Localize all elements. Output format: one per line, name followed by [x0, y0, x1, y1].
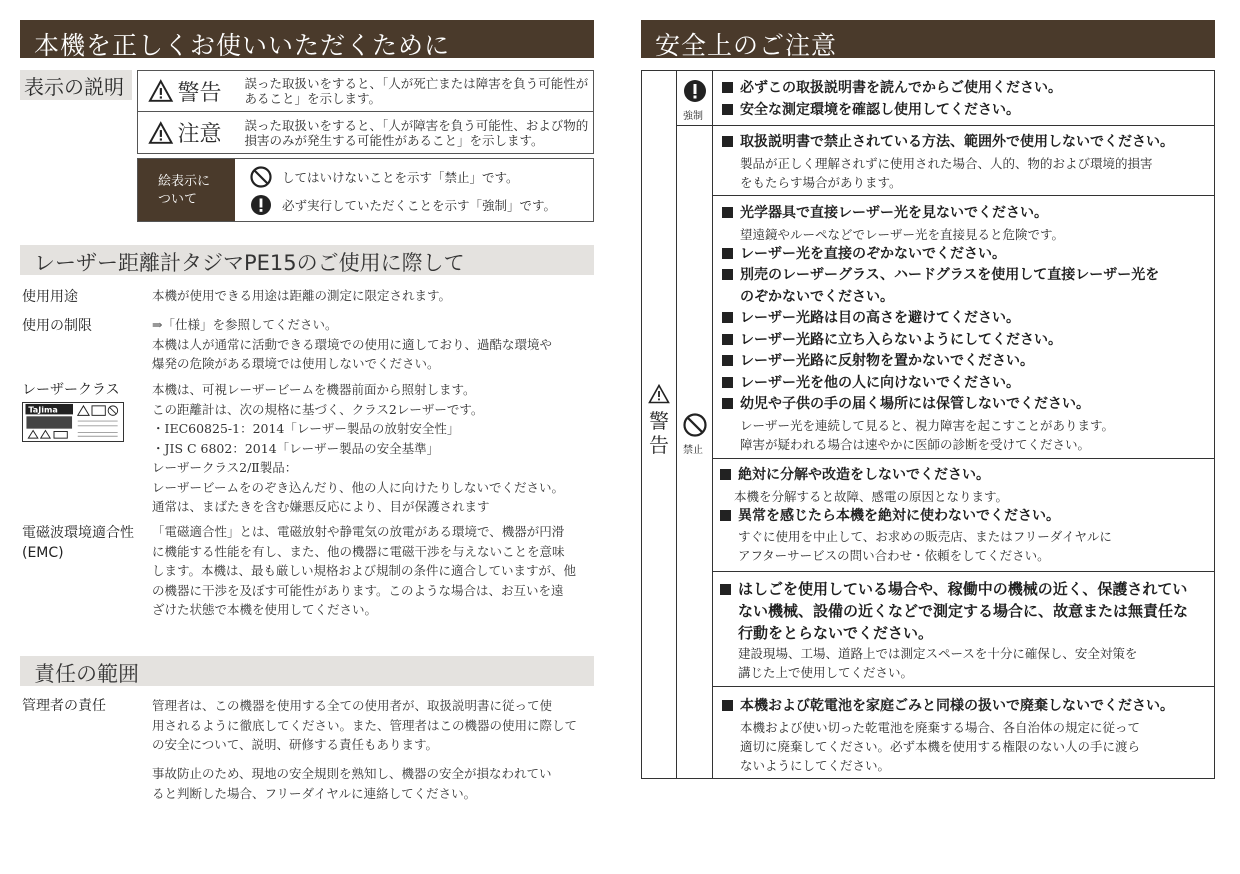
laser-class-label-image	[22, 402, 124, 442]
safety-row-disposal: 本機および乾電池を家庭ごみと同様の扱いで廃棄しないでください。 本機および使い切った乾電池を廃棄する場合、各自治体の規定に従って 適切に廃棄してください。必ず本機を使用する権限のない人の手に渡ら ないようにしてください。	[722, 696, 1212, 775]
left-page-title: 本機を正しくお使いいただくために	[20, 20, 594, 58]
usage-purpose-label: 使用用途	[22, 289, 78, 305]
usage-purpose-body: 本機が使用できる用途は距離の測定に限定されます。	[152, 288, 452, 303]
admin-responsibility-label: 管理者の責任	[22, 698, 106, 714]
usage-limits-body: ⇒「仕様」を参照してください。 本機は人が通常に活動できる環境での使用に適しており、過酷な環境や 爆発の危険がある環境では使用しないでください。	[152, 317, 553, 371]
warning-triangle-icon	[148, 79, 174, 103]
caution-triangle-icon	[148, 121, 174, 145]
legend-warning	[137, 70, 594, 112]
laser-class-label: レーザークラス	[22, 382, 120, 398]
admin-responsibility-para1: 管理者は、この機器を使用する全ての使用者が、取扱説明書に従って使 用されるように徹底してください。また、管理者はこの機器の使用に際して の安全について、説明、研修する責任もあります。	[152, 698, 578, 752]
legend-desc-caution: 誤った取扱いをすると、「人が障害を負う可能性、および物的損害のみが発生する可能性があること」を示します。	[244, 117, 589, 148]
admin-responsibility-para2: 事故防止のため、現地の安全規則を熟知し、機器の安全が損なわれてい ると判断した場合、フリーダイヤルに連絡してください。	[152, 766, 552, 801]
mandatory-icon	[683, 79, 707, 103]
mandatory-caption: 強制	[683, 111, 703, 122]
prohibit-caption: 禁止	[683, 445, 703, 456]
legend-desc-warning: 誤った取扱いをすると、「人が死亡または障害を負う可能性があること」を示します。	[244, 76, 589, 106]
safety-row-mandatory: 必ずこの取扱説明書を読んでからご使用ください。 安全な測定環境を確認し使用してください。	[722, 78, 1212, 121]
right-page-title: 安全上のご注意	[641, 20, 1215, 58]
legend-word-caution: 注意	[177, 122, 222, 147]
safety-row-laser: 光学器具で直接レーザー光を見ないでください。 望遠鏡やルーペなどでレーザー光を直接見ると危険です。 レーザー光を直接のぞかないでください。 別売のレーザーグラス、ハードグラスを使用して直接レーザー光を のぞかないでください。 レーザー光路は目の高さを避けてください。 レーザー光路に立ち入らないようにしてください。 レーザー光路に反射物を置かないでください。 レーザー光を他の人に向けないでください。 幼児や子供の手の届く場所には保管しないでください。 レーザー光を連続して見ると、視力障害を起こすことがあります。 障害が疑われる場合は速やかに医師の診断を受けてください。	[722, 203, 1212, 454]
pictogram-label: 絵表示に ついて	[138, 159, 235, 221]
prohibition-icon	[683, 413, 707, 437]
emc-body: 「電磁適合性」とは、電磁放射や静電気の放電がある環境で、機器が円滑 に機能する性能を有し、また、他の機器に電磁干渉を与えないことを意味 します。本機は、最も厳しい規格および規制の条件に適合していますが、他 の機器に干渉を及ぼす可能性があります。このような場合は、お互いを遠 ざけた状態で本機を使用してください。	[152, 524, 577, 617]
side-warning-triangle-icon	[648, 384, 670, 404]
legend-title: 表示の説明	[20, 70, 132, 100]
safety-warning-table	[641, 70, 1215, 779]
safety-row-disassembly: 絶対に分解や改造をしないでください。 本機を分解すると故障、感電の原因となります。 異常を感じたら本機を絶対に使わないでください。 すぐに使用を中止して、お求めの販売店、またはフリーダイヤルに アフターサービスの問い合わせ・依頼をしてください。	[720, 465, 1210, 565]
responsibility-heading: 責任の範囲	[20, 656, 594, 686]
emc-label: 電磁波環境適合性 (EMC)	[22, 525, 134, 561]
side-warning-word: 警告	[649, 409, 669, 457]
legend-word-warning: 警告	[177, 80, 222, 106]
svg-text:TaJima: TaJima	[28, 405, 58, 415]
mandatory-icon	[250, 194, 272, 216]
safety-row-reckless-behavior: はしごを使用している場合や、稼働中の機械の近く、保護されてい ない機械、設備の近くなどで測定する場合に、故意または無責任な 行動をとらないでください。 建設現場、工場、道路上では測定スペースを十分に確保し、安全対策を 講じた上で使用してください。	[720, 578, 1210, 682]
pictogram-row-mandatory: 必ず実行していただくことを示す「強制」です。	[250, 194, 556, 216]
laser-class-body: 本機は、可視レーザービームを機器前面から照射します。 この距離計は、次の規格に基づく、クラス2レーザーです。 ・IEC60825-1：2014「レーザー製品の放射安全性」 ・JIS C 6802：2014「レーザー製品の安全基準」 レーザークラス2/Ⅱ製品： レーザービームをのぞき込んだり、他の人に向けたりしないでください。 通常は、まばたきを含む嫌悪反応により、目が保護されます	[152, 382, 565, 514]
legend-caution	[137, 112, 594, 154]
usage-limits-label: 使用の制限	[22, 318, 92, 334]
prohibition-icon	[250, 166, 272, 188]
safety-row-prohibited-usage: 取扱説明書で禁止されている方法、範囲外で使用しないでください。 製品が正しく理解されずに使用された場合、人的、物的および環境的損害 をもたらす場合があります。	[722, 132, 1212, 192]
usage-section-heading: レーザー距離計タジマPE15のご使用に際して	[20, 245, 594, 275]
pictogram-legend	[137, 158, 594, 222]
pictogram-row-prohibit: してはいけないことを示す「禁止」です。	[250, 166, 519, 188]
